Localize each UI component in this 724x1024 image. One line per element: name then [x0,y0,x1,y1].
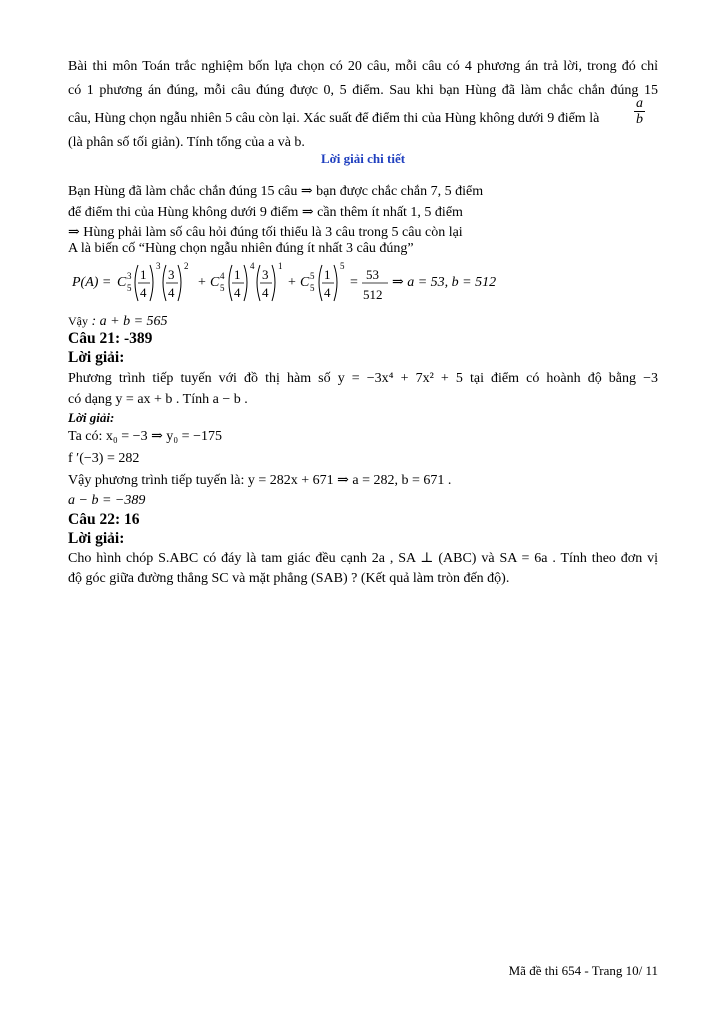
paren-open [229,265,232,301]
question-22-heading: Câu 22: 16 [68,511,140,528]
question-21-ta-co: Ta có: x₀ = −3 ⇒ y₀ = −175 [68,429,222,444]
binomial-sub-2: 5 [220,283,225,293]
frac-den: 4 [234,285,241,300]
question-22-line-2: độ góc giữa đường thẳng SC và mặt phẳng (SAB) ? (Kết quả làm tròn đến độ). [68,571,510,586]
intro-line-3 [68,110,599,128]
vay-label: Vậy [68,314,88,328]
question-21-fprime: f ′(−3) = 282 [68,451,140,466]
intro-line-3-text: câu, Hùng chọn ngẫu nhiên 5 câu còn lại. Xác suất để điểm thi của Hùng không dưới 9 điểm là [68,111,600,126]
frac-num: 1 [324,267,331,282]
plus-sign: + [288,275,296,290]
paren-open [135,265,138,301]
intro-line-1: Bài thi môn Toán trắc nghiệm bốn lựa chọn có 20 câu, mỗi câu có 4 phương án trả lời, trong đó chỉ [68,59,658,74]
frac-den: 4 [168,285,175,300]
paren-close [244,265,247,301]
paren-open [163,265,166,301]
plus-sign: + [198,275,206,290]
binomial-sub-1: 5 [127,283,132,293]
binomial-c-1: C [117,275,127,290]
binomial-sub-3: 5 [310,283,315,293]
result-denominator: 512 [363,287,383,302]
power: 4 [250,261,255,271]
frac-den: 4 [262,285,269,300]
formula-conclusion: ⇒ a = 53, b = 512 [392,275,497,290]
binomial-c-3: C [300,275,310,290]
solution-line-4: A là biến cố “Hùng chọn ngẫu nhiên đúng ít nhất 3 câu đúng” [68,241,414,256]
paren-close [150,265,153,301]
intro-line-4: (là phân số tối giản). Tính tổng của a và b. [68,135,305,150]
question-21-loigiai-2: Lời giải: [68,410,115,425]
fraction-numerator: a [636,96,643,111]
binomial-sup-2: 4 [220,271,225,281]
paren-close [334,265,337,301]
binomial-c-2: C [210,275,220,290]
intro-line-2: có 1 phương án đúng, mỗi câu đúng được 0, 5 điểm. Sau khi bạn Hùng đã làm chắc chắn đúng 15 [68,83,658,98]
formula-lhs: P(A) = [72,275,112,290]
power: 1 [278,261,283,271]
probability-formula [68,257,508,307]
question-21-result: a − b = −389 [68,493,146,508]
binomial-sup-1: 3 [127,271,132,281]
binomial-sup-3: 5 [310,271,315,281]
paren-open [257,265,260,301]
frac-num: 3 [262,267,269,282]
power: 2 [184,261,189,271]
question-21-line-2: có dạng y = ax + b . Tính a − b . [68,392,248,407]
question-21-tangent: Vậy phương trình tiếp tuyến là: y = 282x + 671 ⇒ a = 282, b = 671 . [68,473,452,488]
equals-sign: = [350,275,358,290]
result-numerator: 53 [366,267,379,282]
paren-close [178,265,181,301]
solution-line-2: để điểm thi của Hùng không dưới 9 điểm ⇒ cần thêm ít nhất 1, 5 điểm [68,205,463,220]
frac-num: 3 [168,267,175,282]
question-21-line-1: Phương trình tiếp tuyến với đồ thị hàm số y = −3x⁴ + 7x² + 5 tại điểm có hoành độ bằng −3 [68,371,658,386]
solution-line-1: Bạn Hùng đã làm chắc chắn đúng 15 câu ⇒ bạn được chắc chắn 7, 5 điểm [68,184,484,199]
fraction-denominator: b [636,112,643,127]
frac-den: 4 [324,285,331,300]
vay-line [68,312,168,331]
frac-num: 1 [140,267,147,282]
paren-open [319,265,322,301]
question-22-line-1: Cho hình chóp S.ABC có đáy là tam giác đều cạnh 2a , SA ⊥ (ABC) và SA = 6a . Tính theo đơn vị [68,551,658,566]
frac-num: 1 [234,267,241,282]
solution-title: Lời giải chi tiết [320,151,406,166]
question-21-heading: Câu 21: -389 [68,330,153,347]
solution-line-3: ⇒ Hùng phải làm số câu hỏi đúng tối thiểu là 3 câu trong 5 câu còn lại [68,225,463,240]
intro-fraction-a-over-b [634,96,645,127]
vay-expression: : a + b = 565 [91,314,168,329]
paren-close [272,265,275,301]
power: 3 [156,261,161,271]
question-22-loigiai: Lời giải: [68,530,125,547]
page-footer: Mã đề thi 654 - Trang 10/ 11 [508,963,658,978]
power: 5 [340,261,345,271]
question-21-loigiai: Lời giải: [68,349,125,366]
frac-den: 4 [140,285,147,300]
